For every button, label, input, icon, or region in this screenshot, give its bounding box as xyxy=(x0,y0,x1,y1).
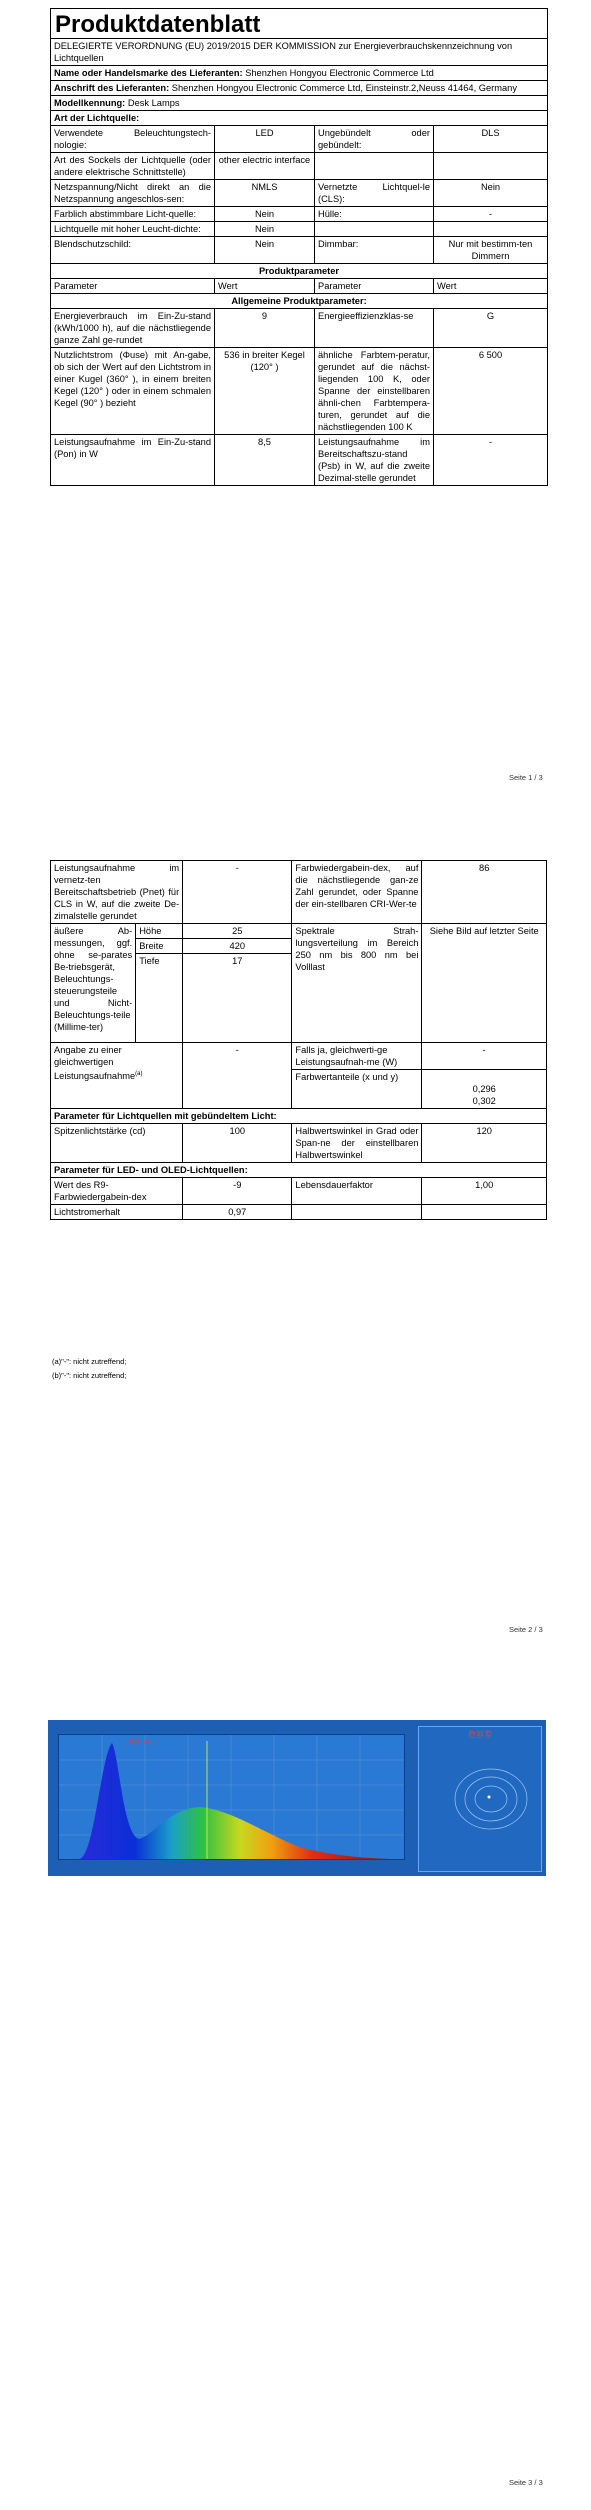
light-source-type-row xyxy=(51,126,548,153)
general-param-row xyxy=(51,309,548,348)
model-row: Modellkennung: Desk Lamps xyxy=(51,96,548,111)
parameter-label xyxy=(315,153,434,180)
footnote-a: (a)"-": nicht zutreffend; xyxy=(52,1357,127,1366)
dimension-value: 17 xyxy=(183,954,292,1043)
dimension-name: Höhe xyxy=(136,924,183,939)
parameter-label: ähnliche Farbtem-peratur, gerundet auf die nächst-liegenden 100 K, oder Spanne der einstellbaren ähnli-chen Farbtempera-turen, gerundet auf die nächstliegenden 100 K xyxy=(315,348,434,435)
section-directional: Parameter für Lichtquellen mit gebündeltem Licht: xyxy=(51,1109,547,1124)
cri-value: 86 xyxy=(422,861,547,924)
parameter-label: Verwendete Beleuchtungstech-nologie: xyxy=(51,126,215,153)
dimension-name: Tiefe xyxy=(136,954,183,1043)
parameter-label: Blendschutzschild: xyxy=(51,237,215,264)
parameter-label: Energieeffizienzklas-se xyxy=(315,309,434,348)
parameter-label: Lichtquelle mit hoher Leucht-dichte: xyxy=(51,222,215,237)
supplier-address-row: Anschrift des Lieferanten: Shenzhen Hongyou Electronic Commerce Ltd, Einsteinstr.2,Neuss 41464, Germany xyxy=(51,81,548,96)
standby-power-label: Leistungsaufnahme im vernetz-ten Bereitschaftsbetrieb (Pnet) für CLS in W, auf die zweite De-zimalstelle gerundet xyxy=(51,861,183,924)
parameter-value: 536 in breiter Kegel (120° ) xyxy=(215,348,315,435)
chromaticity-panel xyxy=(418,1726,542,1872)
parameter-label: Leistungsaufnahme im Ein-Zu-stand (Pon) in W xyxy=(51,435,215,486)
parameter-value xyxy=(434,222,548,237)
equivalent-power-value: - xyxy=(183,1043,292,1109)
document-title: Produktdatenblatt xyxy=(55,11,261,38)
section-light-source-type: Art der Lichtquelle: xyxy=(51,111,548,126)
parameter-value: Nein xyxy=(215,237,315,264)
chromaticity-value: 0,296 0,302 xyxy=(422,1070,547,1109)
title-bar xyxy=(50,8,548,39)
page1-footer: Seite 1 / 3 xyxy=(509,773,543,782)
col-header-parameter: Parameter xyxy=(315,279,434,294)
page2-footer: Seite 2 / 3 xyxy=(509,1625,543,1634)
parameter-label: Hülle: xyxy=(315,207,434,222)
light-source-type-row xyxy=(51,222,548,237)
page2-table xyxy=(50,860,547,1220)
section-led: Parameter für LED- und OLED-Lichtquellen: xyxy=(51,1163,547,1178)
parameter-value: 8,5 xyxy=(215,435,315,486)
parameter-label: Energieverbrauch im Ein-Zu-stand (kWh/1000 h), auf die nächstliegende ganze Zahl ge-rundet xyxy=(51,309,215,348)
page1-table xyxy=(50,38,548,486)
light-source-type-row xyxy=(51,207,548,222)
parameter-label: Leistungsaufnahme im Bereitschaftszu-stand (Psb) in W, auf die zweite Dezimal-stelle gerundet xyxy=(315,435,434,486)
peak-intensity-value: 100 xyxy=(183,1124,292,1163)
equivalent-power-w-label: Falls ja, gleichwerti-ge Leistungsaufnah-me (W) xyxy=(292,1043,422,1070)
general-param-row xyxy=(51,435,548,486)
dimension-name: Breite xyxy=(136,939,183,954)
parameter-value: DLS xyxy=(434,126,548,153)
page3-footer: Seite 3 / 3 xyxy=(509,2478,543,2487)
cri-label: Farbwiedergabein-dex, auf die nächstliegende gan-ze Zahl gerundet, oder Spanne der ein-stellbaren CRI-Wer-te xyxy=(292,861,422,924)
spectrum-plot xyxy=(58,1734,405,1860)
parameter-label: Art des Sockels der Lichtquelle (oder andere elektrische Schnittstelle) xyxy=(51,153,215,180)
standby-power-value: - xyxy=(183,861,292,924)
peak-intensity-label: Spitzenlichtstärke (cd) xyxy=(51,1124,183,1163)
light-source-type-row xyxy=(51,237,548,264)
light-source-type-row xyxy=(51,153,548,180)
parameter-value: Nein xyxy=(215,207,315,222)
parameter-value xyxy=(434,153,548,180)
col-header-value: Wert xyxy=(434,279,548,294)
parameter-label: Farblich abstimmbare Licht-quelle: xyxy=(51,207,215,222)
parameter-value: G xyxy=(434,309,548,348)
survival-factor-label: Lebensdauerfaktor xyxy=(292,1178,422,1205)
spectrum-image xyxy=(48,1720,546,1876)
dimension-value: 25 xyxy=(183,924,292,939)
section-product-params: Produktparameter xyxy=(51,264,548,279)
section-general-params: Allgemeine Produktparameter: xyxy=(51,294,548,309)
parameter-label: Netzspannung/Nicht direkt an die Netzspannung angeschlos-sen: xyxy=(51,180,215,207)
spectrum-curve xyxy=(59,1735,404,1859)
parameter-value: NMLS xyxy=(215,180,315,207)
footnote-b: (b)"-": nicht zutreffend; xyxy=(52,1371,127,1380)
general-param-row xyxy=(51,348,548,435)
parameter-value: other electric interface xyxy=(215,153,315,180)
lumen-maintenance-label: Lichtstromerhalt xyxy=(51,1205,183,1220)
supplier-name-row: Name oder Handelsmarke des Lieferanten: Shenzhen Hongyou Electronic Commerce Ltd xyxy=(51,66,548,81)
lumen-maintenance-value: 0,97 xyxy=(183,1205,292,1220)
parameter-value: LED xyxy=(215,126,315,153)
spectrum-peak-text: 峰值 443 xyxy=(129,1739,155,1746)
col-header-value: Wert xyxy=(215,279,315,294)
parameter-label: Dimmbar: xyxy=(315,237,434,264)
chromaticity-label: Farbwertanteile (x und y) xyxy=(292,1070,422,1109)
equivalent-power-label: Angabe zu einer gleichwertigen Leistungsaufnahme$^{(a)}$ xyxy=(51,1043,183,1109)
equivalent-power-w-value: - xyxy=(422,1043,547,1070)
survival-factor-value: 1,00 xyxy=(422,1178,547,1205)
parameter-value: 6 500 xyxy=(434,348,548,435)
parameter-value: Nein xyxy=(215,222,315,237)
parameter-value: - xyxy=(434,207,548,222)
parameter-value: Nein xyxy=(434,180,548,207)
parameter-value: - xyxy=(434,435,548,486)
parameter-value: Nur mit bestimm-ten Dimmern xyxy=(434,237,548,264)
spectrum-value: Siehe Bild auf letzter Seite xyxy=(422,924,547,1043)
parameter-label: Nutzlichtstrom (Φuse) mit An-gabe, ob sich der Wert auf den Lichtstrom in einer Kugel (360° ), in einem breiten Kegel (120° ) oder in einem schmalen Kegel (90° ) bezieht xyxy=(51,348,215,435)
beam-angle-label: Halbwertswinkel in Grad oder Span-ne der einstellbaren Halbwertswinkel xyxy=(292,1124,422,1163)
spectrum-label: Spektrale Strah-lungsverteilung im Bereich 250 nm bis 800 nm bei Volllast xyxy=(292,924,422,1043)
beam-angle-value: 120 xyxy=(422,1124,547,1163)
r9-value: -9 xyxy=(183,1178,292,1205)
parameter-label: Vernetzte Lichtquel-le (CLS): xyxy=(315,180,434,207)
r9-label: Wert des R9-Farbwiedergabein-dex xyxy=(51,1178,183,1205)
regulation-text: DELEGIERTE VERORDNUNG (EU) 2019/2015 DER KOMMISSION zur Energieverbrauchskennzeichnung von Lichtquellen xyxy=(51,39,548,66)
dimensions-label: äußere Ab-messungen, ggf. ohne se-parates Be-triebsgerät, Beleuchtungs-steuerungsteile und Nicht-Beleuchtungs-teile (Millime-ter) xyxy=(51,924,136,1043)
chromaticity-ellipses xyxy=(419,1727,541,1871)
light-source-type-row xyxy=(51,180,548,207)
parameter-label: Ungebündelt oder gebündelt: xyxy=(315,126,434,153)
dimension-value: 420 xyxy=(183,939,292,954)
chromaticity-panel-title: 色容差 xyxy=(468,1730,492,1739)
col-header-parameter: Parameter xyxy=(51,279,215,294)
parameter-label xyxy=(315,222,434,237)
parameter-value: 9 xyxy=(215,309,315,348)
